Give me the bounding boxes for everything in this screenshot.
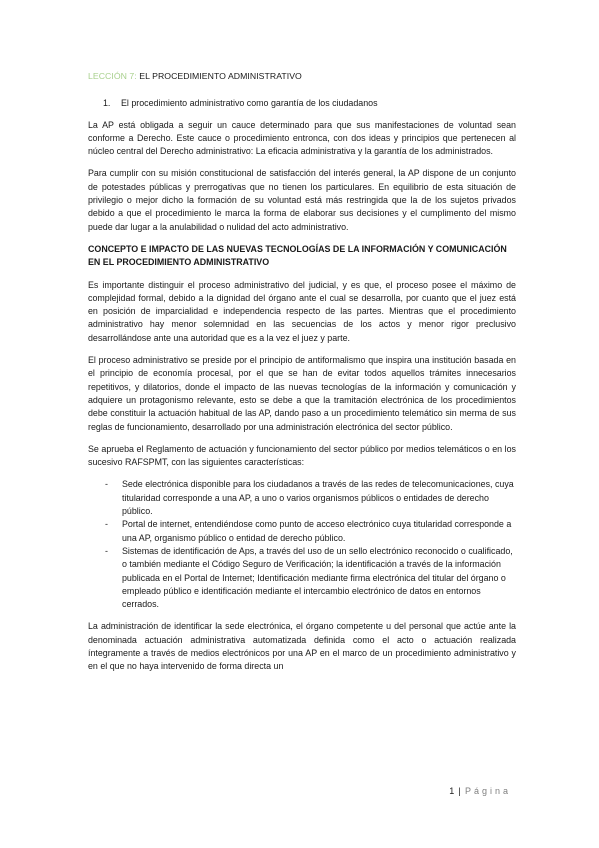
page-body [88,70,516,683]
bullet-marker: - [105,545,108,556]
paragraph: Es importante distinguir el proceso administrativo del judicial, y es que, el proceso posee el máximo de complejidad formal, debido a la dignidad del órgano ante el cual se desarrolla, por cuanto que el juez está en posición de imparcialidad e independencia respecto de las partes. Mientras que el procedimiento administrativo hay menor solemnidad en las secuencias de los actos y menor rigor preclusivo desarrollándose ante una autoridad que es a la vez el juez y parte. [88,279,516,343]
paragraph: La administración de identificar la sede electrónica, el órgano competente u del personal que actúe ante la denominada actuación administrativa automatizada definida como el acto o actuación realizada íntegramente a través de medios electrónicos por una AP en el marco de un procedimiento administrativo y en el que no haya intervenido de forma directa un [88,621,516,672]
bullet-text: Sistemas de identificación de Aps, a través del uso de un sello electrónico reconocido o cualificado, o también mediante el Código Seguro de Verificación; la identificación a través de la información publicada en el Portal de Internet; Identificación mediante firma electrónica del titular del órgano o empleado público e identificación mediante el intercambio electrónico de datos en entornos cerrados. [122,545,513,610]
paragraph: Para cumplir con su misión constitucional de satisfacción del interés general, la AP dispone de un conjunto de potestades públicas y prerrogativas que no tienen los particulares. En equilibrio de esta situación de privilegio o mejor dicho la formación de su voluntad está más restringida que la de los sujetos privados debido a que el procedimiento le marca la forma de elaborar sus decisiones y el cumplimento del mismo puede dar lugar a la anulabilidad o nulidad del acto administrativo. [88,168,516,232]
list-item [88,518,516,545]
paragraph: Se aprueba el Reglamento de actuación y funcionamiento del sector público por medios telemáticos o en los sucesivo RAFSPMT, con las siguientes características: [88,443,516,468]
bullet-text: Sede electrónica disponible para los ciudadanos a través de las redes de telecomunicaciones, cuya titularidad corresponde a una AP, a uno o varios organismos públicos o entidades de derecho público. [122,479,514,517]
lesson-tag: LECCIÓN 7: [88,71,137,81]
paragraph: El proceso administrativo se preside por el principio de antiformalismo que inspira una institución basada en el principio de economía procesal, por el que se han de evitar todos aquellos trámites innecesarios repetitivos, y dilatorios, donde el impacto de las nuevas tecnologías de la información y comunicación y adquiere un protagonismo relevante, esto se debe a que la tramitación electrónica de los procedimientos debe constituir la actuación habitual de las AP, dando paso a un procedimiento telemático sin merma de sus reglas de funcionamiento, desarrollado por una administración electrónica del sector público. [88,355,516,432]
bullet-marker: - [105,519,108,530]
list-item [88,545,516,611]
numbered-heading [103,97,516,110]
lesson-title: EL PROCEDIMIENTO ADMINISTRATIVO [139,71,302,81]
paragraph: La AP está obligada a seguir un cauce determinado para que sus manifestaciones de voluntad sean conforme a Derecho. Este cauce o procedimiento entronca, con dos ideas y principios que pertenecen al núcleo central del Derecho administrativo: La eficacia administrativa y la garantía de los administrados. [88,119,516,157]
page-word: Página [464,786,511,796]
bullet-list [88,478,516,611]
page-number: 1 [449,786,455,796]
numbered-heading-text: El procedimiento administrativo como garantía de los ciudadanos [121,98,378,109]
numbered-heading-number: 1. [103,98,111,109]
footer-separator: | [458,786,461,796]
bullet-text: Portal de internet, entendiéndose como punto de acceso electrónico cuya titularidad corresponde a una AP, organismo público o entidad de derecho público. [122,519,512,543]
bullet-marker: - [105,479,108,490]
list-item [88,478,516,518]
page-footer [449,786,511,796]
lesson-heading [88,70,516,83]
section-title: CONCEPTO E IMPACTO DE LAS NUEVAS TECNOLOGÍAS DE LA INFORMACIÓN Y COMUNICACIÓN EN EL PROCEDIMIENTO ADMINISTRATIVO [88,243,507,268]
